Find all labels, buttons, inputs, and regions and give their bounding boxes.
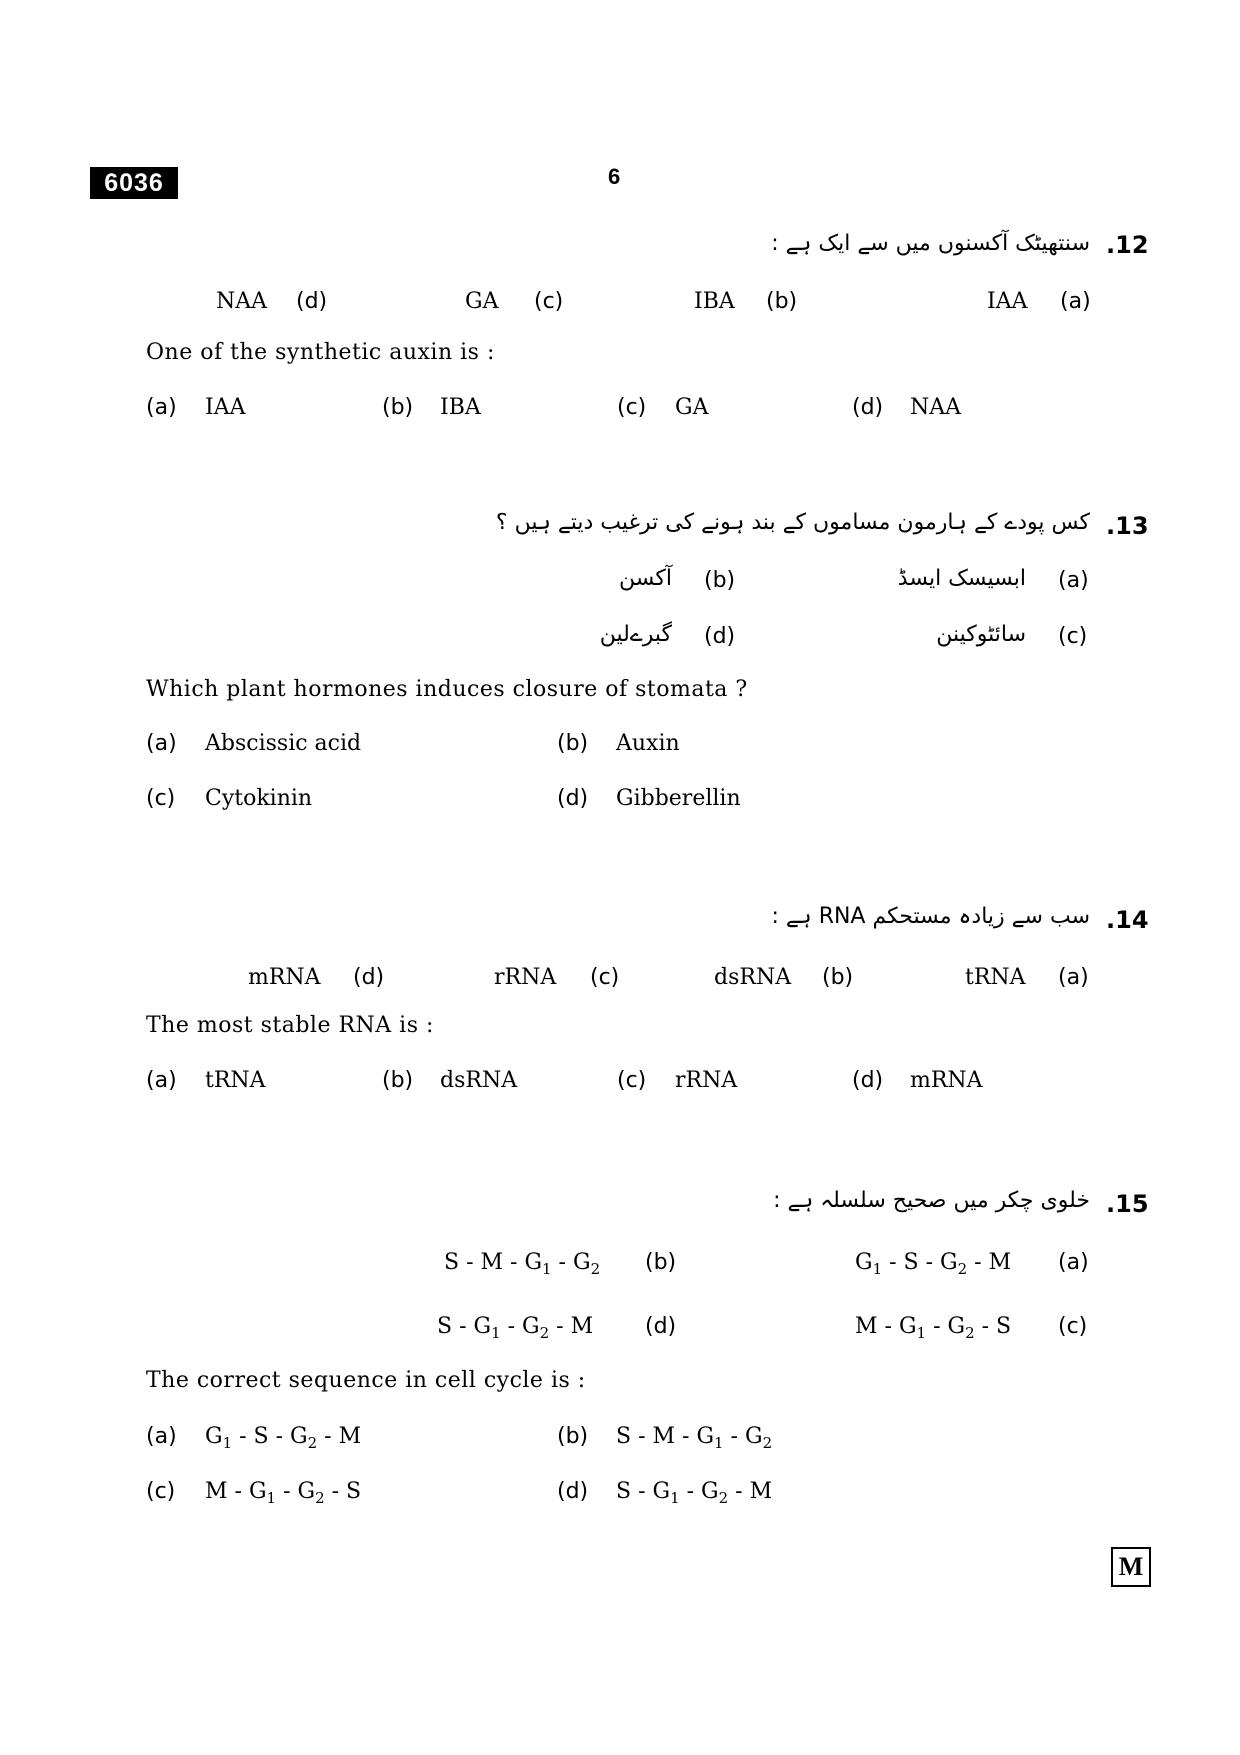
english-option-text: Auxin xyxy=(616,731,680,756)
english-question-text: Which plant hormones induces closure of stomata ? xyxy=(146,677,748,702)
urdu-option-label: (b) xyxy=(645,1250,677,1275)
urdu-question-text: سنتھیٹک آکسنوں میں سے ایک ہے : xyxy=(771,231,1090,256)
urdu-question-text: سب سے زیادہ مستحکم RNA ہے : xyxy=(771,904,1090,929)
urdu-option-label: (d) xyxy=(353,965,385,990)
english-option-label: (b) xyxy=(382,1068,414,1093)
urdu-option-text: $G_1$ - S - $G_2$ - M xyxy=(855,1250,1012,1278)
english-option-text: tRNA xyxy=(205,1068,266,1093)
english-option-label: (d) xyxy=(852,1068,884,1093)
english-option-text: dsRNA xyxy=(440,1068,518,1093)
english-option-label: (c) xyxy=(617,1068,647,1093)
english-option-label: (c) xyxy=(146,786,176,811)
english-option-text: Gibberellin xyxy=(616,786,741,811)
urdu-option-text: NAA xyxy=(216,289,268,314)
english-option-label: (d) xyxy=(557,786,589,811)
english-option-text: S - $G_1 - G_2$ - M xyxy=(616,1479,773,1507)
urdu-option-label: (c) xyxy=(1058,1314,1088,1339)
english-option-label: (b) xyxy=(557,1424,589,1449)
english-option-text: IBA xyxy=(440,395,481,420)
urdu-option-label: (a) xyxy=(1058,1250,1089,1275)
english-option-label: (a) xyxy=(146,1068,177,1093)
english-question-text: One of the synthetic auxin is : xyxy=(146,340,495,365)
english-option-label: (b) xyxy=(382,395,414,420)
urdu-option-label: (c) xyxy=(590,965,620,990)
urdu-option-text: سائٹوکینن xyxy=(936,622,1026,647)
urdu-option-label: (b) xyxy=(822,965,854,990)
question-number: .13 xyxy=(1106,512,1149,540)
english-option-label: (a) xyxy=(146,1424,177,1449)
urdu-question-text: کس پودے کے ہارمون مساموں کے بند ہونے کی ترغیب دیتے ہیں ؟ xyxy=(495,510,1090,535)
question-number: .14 xyxy=(1106,906,1149,934)
english-option-label: (b) xyxy=(557,731,589,756)
english-option-text: Cytokinin xyxy=(205,786,313,811)
urdu-option-label: (a) xyxy=(1058,568,1089,593)
english-option-text: IAA xyxy=(205,395,246,420)
english-option-label: (c) xyxy=(617,395,647,420)
english-option-label: (a) xyxy=(146,395,177,420)
english-option-text: GA xyxy=(675,395,709,420)
urdu-option-label: (a) xyxy=(1058,965,1089,990)
english-option-text: rRNA xyxy=(675,1068,738,1093)
urdu-option-text: rRNA xyxy=(494,965,557,990)
footer-mark-box: M xyxy=(1111,1547,1151,1587)
urdu-option-text: ابسیسک ایسڈ xyxy=(897,566,1026,591)
urdu-option-label: (b) xyxy=(766,289,798,314)
question-number: .15 xyxy=(1106,1190,1149,1218)
english-option-text: $G_1$ - S - $G_2$ - M xyxy=(205,1424,362,1452)
urdu-option-text: گبرےلین xyxy=(599,622,672,647)
paper-code-badge: 6036 xyxy=(90,167,178,199)
english-option-label: (d) xyxy=(557,1479,589,1504)
urdu-question-text: خلوی چکر میں صحیح سلسلہ ہے : xyxy=(773,1188,1090,1213)
urdu-option-text: IAA xyxy=(987,289,1028,314)
english-option-text: M - $G_1 - G_2$ - S xyxy=(205,1479,362,1507)
page-number: 6 xyxy=(608,164,621,189)
urdu-option-text: آکسن xyxy=(619,566,672,591)
urdu-option-label: (d) xyxy=(704,624,736,649)
urdu-option-text: S - M - $G_1 - G_2$ xyxy=(444,1250,601,1278)
urdu-option-label: (a) xyxy=(1060,289,1091,314)
english-option-text: Abscissic acid xyxy=(205,731,362,756)
urdu-option-text: M - $G_1 - G_2$ - S xyxy=(855,1314,1012,1342)
english-question-text: The most stable RNA is : xyxy=(146,1013,434,1038)
english-option-text: S - M - $G_1 - G_2$ xyxy=(616,1424,773,1452)
urdu-option-text: IBA xyxy=(694,289,735,314)
english-option-label: (c) xyxy=(146,1479,176,1504)
urdu-option-label: (d) xyxy=(645,1314,677,1339)
urdu-option-label: (c) xyxy=(534,289,564,314)
question-number: .12 xyxy=(1106,231,1149,259)
urdu-option-text: S - $G_1 - G_2$ - M xyxy=(437,1314,594,1342)
english-option-label: (d) xyxy=(852,395,884,420)
urdu-option-label: (c) xyxy=(1058,624,1088,649)
urdu-option-text: mRNA xyxy=(248,965,321,990)
urdu-option-text: GA xyxy=(465,289,499,314)
english-option-text: mRNA xyxy=(910,1068,983,1093)
english-option-label: (a) xyxy=(146,731,177,756)
urdu-option-text: dsRNA xyxy=(714,965,792,990)
english-option-text: NAA xyxy=(910,395,962,420)
urdu-option-label: (b) xyxy=(704,568,736,593)
urdu-option-label: (d) xyxy=(296,289,328,314)
urdu-option-text: tRNA xyxy=(965,965,1026,990)
english-question-text: The correct sequence in cell cycle is : xyxy=(146,1368,586,1393)
